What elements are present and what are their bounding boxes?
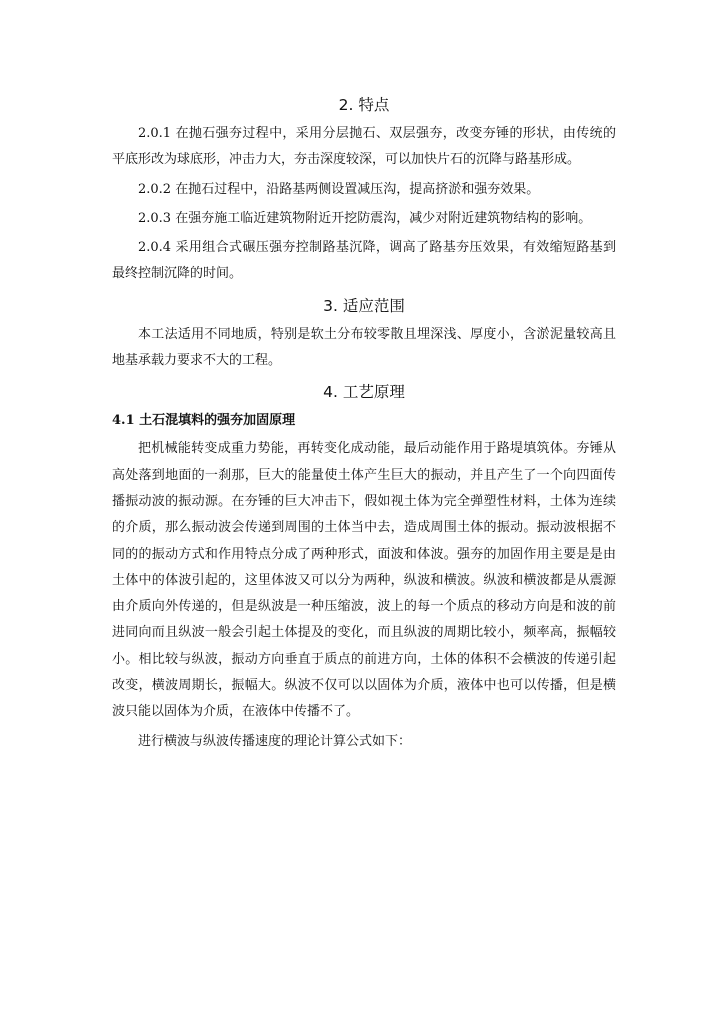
feature-paragraph-3: 2.0.3 在强夯施工临近建筑物附近开挖防震沟，减少对附近建筑物结构的影响。 xyxy=(138,210,592,226)
section-title-features: 2. 特点 xyxy=(338,96,390,114)
feature-paragraph-4: 2.0.4 采用组合式碾压强夯控制路基沉降，调高了路基夯压效果，有效缩短路基到最终控制沉降的时间。 xyxy=(112,240,616,282)
principle-paragraph-2: 进行横波与纵波传播速度的理论计算公式如下： xyxy=(138,733,412,749)
feature-paragraph-2: 2.0.2 在抛石过程中，沿路基两侧设置减压沟，提高挤淤和强夯效果。 xyxy=(138,181,540,197)
feature-paragraph-1: 2.0.1 在抛石强夯过程中，采用分层抛石、双层强夯，改变夯锤的形状，由传统的平底形改为球底形，冲击力大，夯击深度较深，可以加快片石的沉降与路基形成。 xyxy=(112,126,616,168)
document-body xyxy=(112,91,616,758)
subsection-title-4-1: 4.1 土石混填料的强夯加固原理 xyxy=(112,413,296,429)
principle-paragraph-1: 把机械能转变成重力势能，再转变化成动能，最后动能作用于路堤填筑体。夯锤从高处落到地面的一刹那，巨大的能量使土体产生巨大的振动，并且产生了一个向四面传播振动波的振动源。在夯锤的巨大冲击下，假如视土体为完全弹塑性材料，土体为连续的介质，那么振动波会传递到周围的土体当中去，造成周围土体的振动。振动波根据不同的的振动方式和作用特点分成了两种形式，面波和体波。强夯的加固作用主要是是由土体中的体波引起的，这里体波又可以分为两种，纵波和横波。纵波和横波都是从震源由介质向外传递的，但是纵波是一种压缩波，波上的每一个质点的移动方向是和波的前进同向而且纵波一般会引起土体提及的变化，而且纵波的周期比较小，频率高，振幅较小。相比较与纵波，振动方向垂直于质点的前进方向，土体的体积不会横波的传递引起改变，横波周期长，振幅大。纵波不仅可以以固体为介质，液体中也可以传播，但是横波只能以固体为介质，在液体中传播不了。 xyxy=(112,441,616,720)
section-title-scope: 3. 适应范围 xyxy=(323,296,405,315)
scope-paragraph: 本工法适用不同地质，特别是软土分布较零散且埋深浅、厚度小，含淤泥量较高且地基承载力要求不大的工程。 xyxy=(112,326,616,369)
section-title-principle: 4. 工艺原理 xyxy=(323,383,405,402)
